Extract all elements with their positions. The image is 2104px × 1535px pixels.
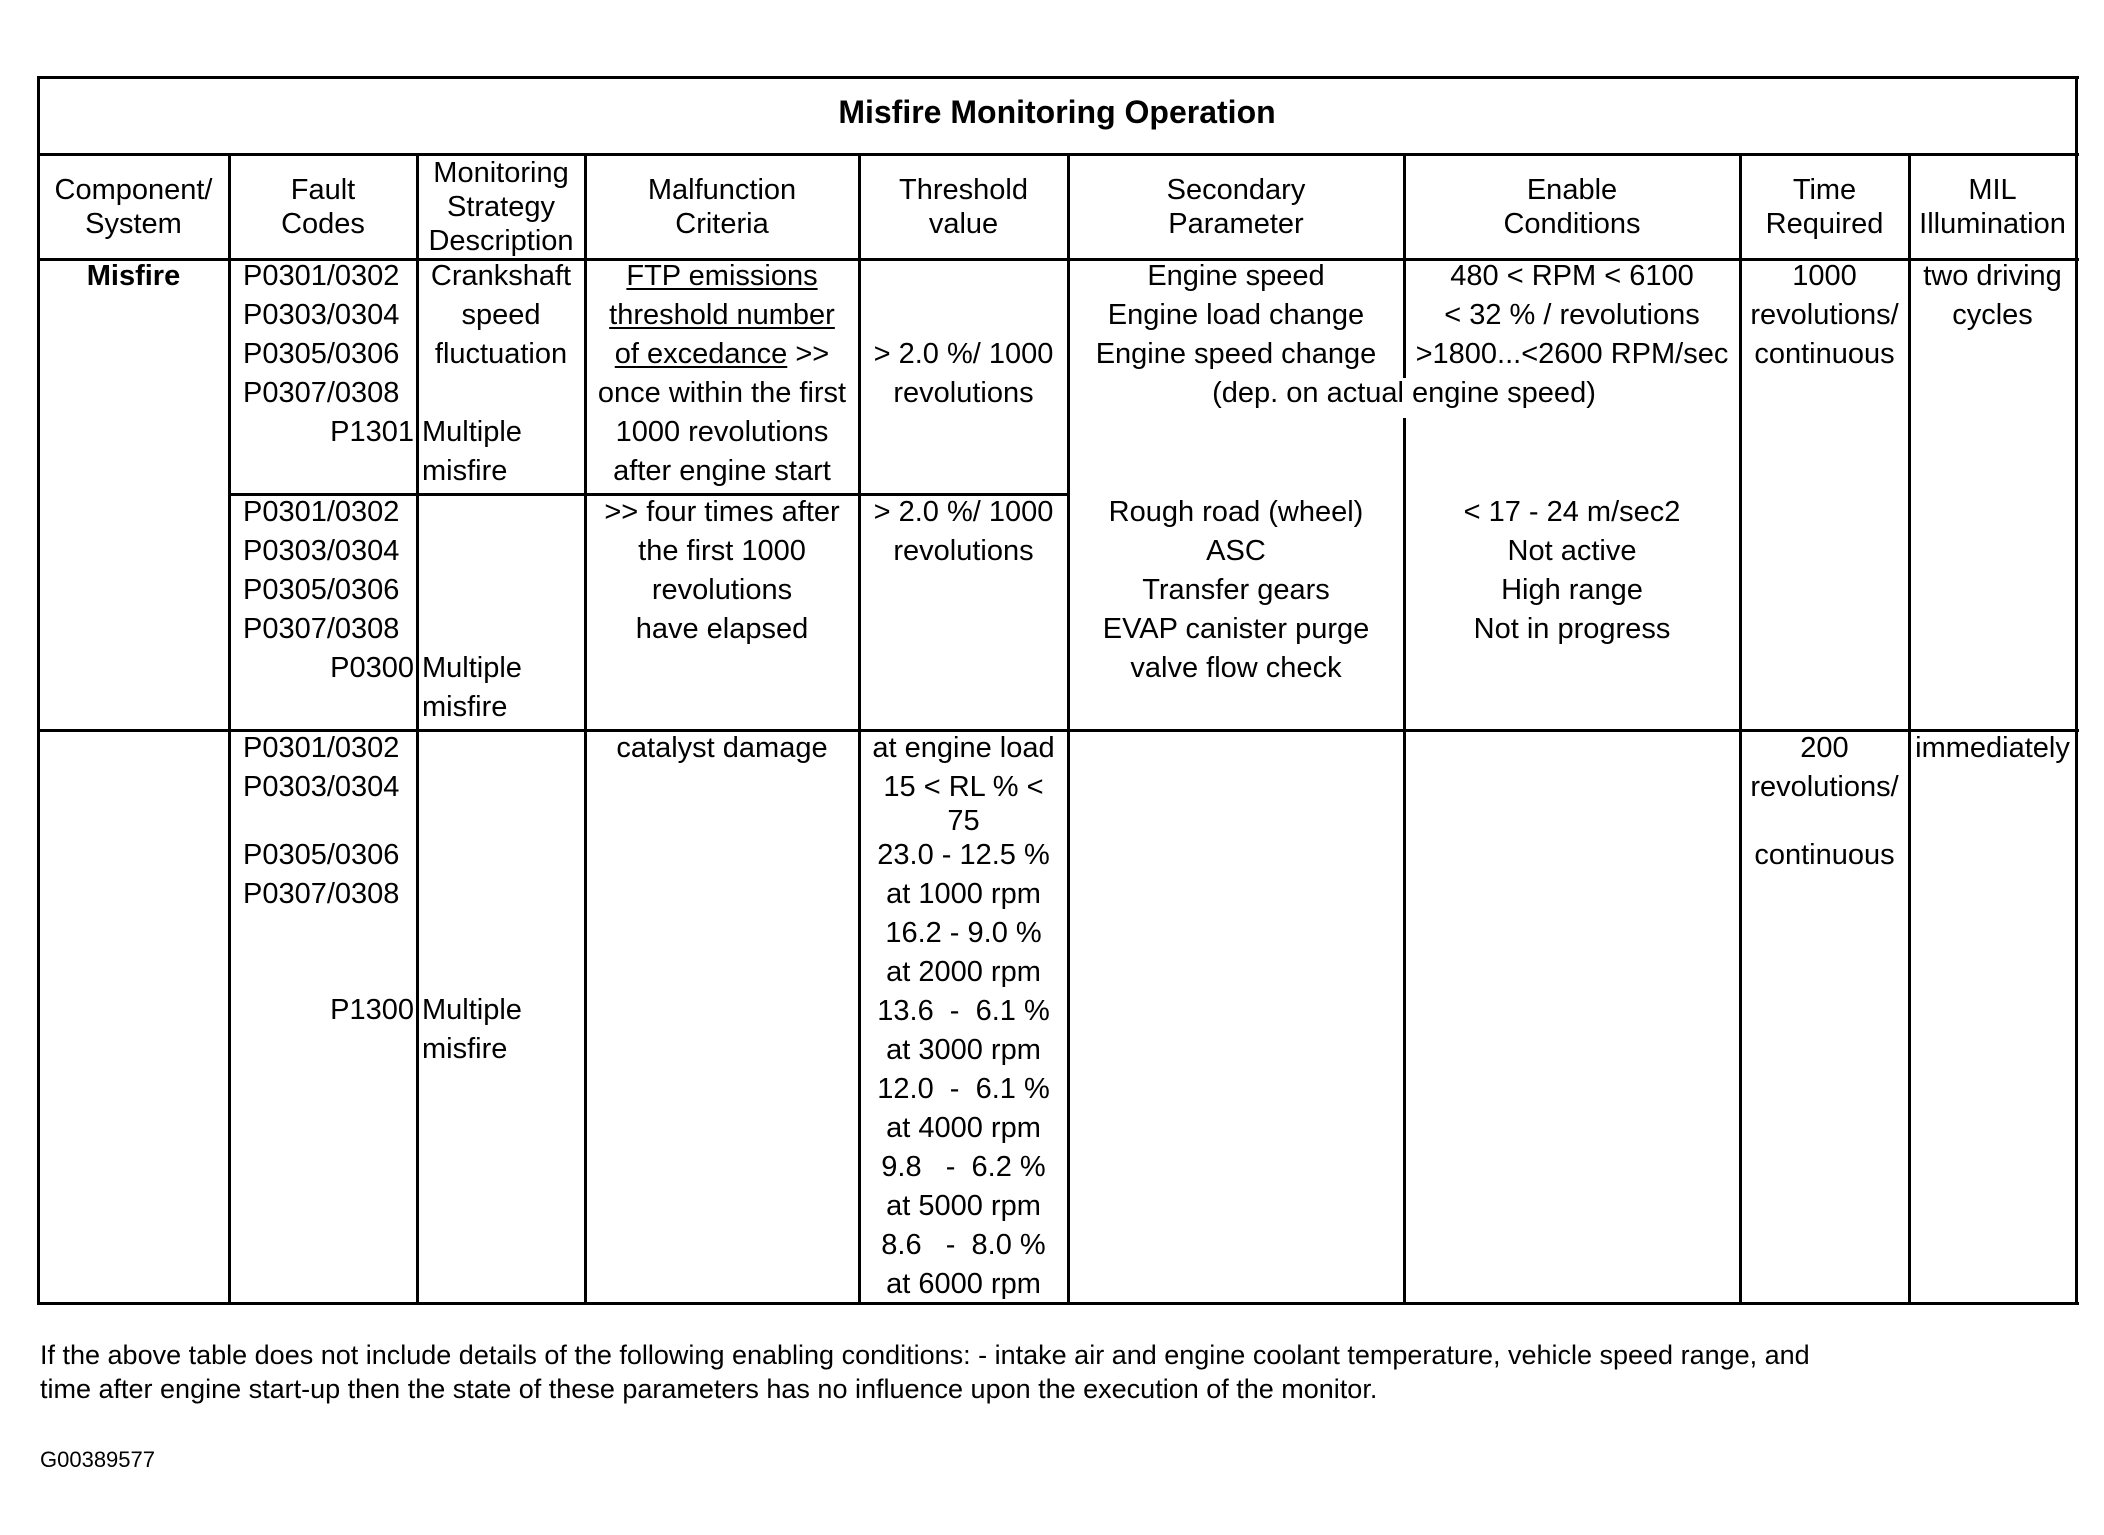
strategy-type-cell: Multiple misfire: [422, 416, 522, 487]
fault-codes-cell: P0301/0302 P0303/0304: [243, 732, 400, 803]
threshold-cell: 23.0 - 12.5 % at 1000 rpm 16.2 - 9.0 % at 2000 rpm 13.6 - 6.1 % at 3000 rpm 12.0 - 6.1 % at 4000 rpm 9.8 - 6.2 % at 5000 rpm 8.6 - 8.0 % at 6000 rpm: [877, 839, 1050, 1300]
header-time-required: Time Required: [1765, 174, 1884, 240]
fault-code-main: P1300: [330, 994, 414, 1026]
enable-conditions-cell: 480 < RPM < 6100 < 32 % / revolutions >1800...<2600 RPM/sec: [1415, 260, 1729, 370]
fault-code-main: P1301: [330, 416, 414, 448]
threshold-cell: > 2.0 %/ 1000 revolutions: [873, 338, 1054, 409]
column-divider: [228, 153, 231, 1303]
header-malfunction-criteria: Malfunction Criteria: [647, 174, 797, 240]
table-border-top: [38, 76, 2079, 79]
threshold-cell: at engine load: [872, 732, 1055, 764]
malfunction-cell: catalyst damage: [616, 732, 828, 764]
time-required-cell: continuous: [1754, 839, 1895, 871]
time-required-cell: 1000 revolutions/ continuous: [1750, 260, 1899, 370]
fault-codes-cell: P0305/0306 P0307/0308: [243, 839, 400, 910]
footnote: If the above table does not include details of the following enabling conditions: - intake air and engine coolant temperature, vehicle speed range, and time after engine start-up then the state of these parameters has no influence upon the execution of the monitor.: [40, 1340, 1810, 1404]
span-note: (dep. on actual engine speed): [1212, 377, 1596, 409]
header-mil-illumination: MIL Illumination: [1919, 174, 2066, 240]
malfunction-cell: [585, 257, 859, 491]
malfunction-text: >>: [787, 338, 830, 370]
fault-codes-cell: P0301/0302 P0303/0304 P0305/0306 P0307/0308: [243, 260, 400, 409]
header-fault-codes: Fault Codes: [281, 174, 365, 240]
malfunction-cell: >> four times after the first 1000 revolutions have elapsed: [604, 496, 840, 645]
threshold-cell: > 2.0 %/ 1000 revolutions: [873, 496, 1054, 567]
strategy-type-cell: Multiple misfire: [422, 652, 522, 723]
secondary-parameter-cell: Engine speed Engine load change Engine speed change: [1095, 260, 1377, 370]
enable-conditions-cell: < 17 - 24 m/sec2 Not active High range Not in progress: [1463, 496, 1681, 645]
malfunction-text: once within the first 1000 revolutions after engine start: [597, 377, 847, 487]
time-required-cell: 200 revolutions/: [1750, 732, 1899, 803]
malfunction-underlined: threshold number: [609, 299, 835, 331]
figure-id: G00389577: [40, 1447, 155, 1472]
header-secondary-parameter: Secondary Parameter: [1166, 174, 1306, 240]
threshold-cell: 15 < RL % < 75: [883, 771, 1044, 837]
mil-cell: two driving cycles: [1923, 260, 2062, 331]
header-threshold: Threshold value: [899, 174, 1028, 240]
mil-cell: immediately: [1915, 732, 2070, 764]
strategy-type-cell: Multiple misfire: [422, 994, 522, 1065]
header-monitoring-strategy: Monitoring Strategy Description: [428, 157, 574, 257]
header-enable-conditions: Enable Conditions: [1503, 174, 1641, 240]
strategy-cell: Crankshaft speed fluctuation: [430, 260, 572, 370]
table-title: Misfire Monitoring Operation: [838, 94, 1276, 130]
fault-codes-cell: P0301/0302 P0303/0304 P0305/0306 P0307/0308: [243, 496, 400, 645]
component-cell: Misfire: [86, 260, 181, 292]
header-component: Component/ System: [54, 174, 213, 240]
title-row-divider: [38, 153, 2079, 156]
malfunction-underlined: of excedance: [614, 338, 788, 370]
fault-code-main: P0300: [330, 652, 414, 684]
malfunction-underlined: FTP emissions: [626, 260, 818, 292]
secondary-parameter-cell: Rough road (wheel) ASC Transfer gears EVAP canister purge valve flow check: [1102, 496, 1370, 684]
